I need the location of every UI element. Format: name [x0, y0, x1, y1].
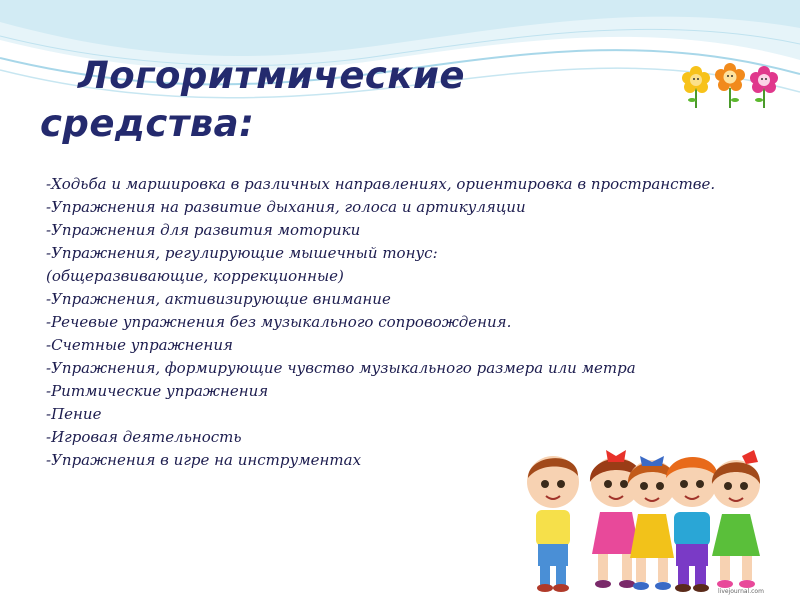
- children-illustration: [516, 420, 778, 596]
- list-item: -Речевые упражнения без музыкального сопровождения.: [46, 313, 512, 331]
- flower-1: [682, 66, 710, 108]
- kid-girl-5: [712, 450, 760, 588]
- list-item: -Счетные упражнения: [46, 336, 233, 354]
- list-item: -Упражнения, формирующие чувство музыкального размера или метра: [46, 359, 636, 377]
- kid-boy-left: [527, 456, 579, 592]
- list-item: (общеразвивающие, коррекционные): [46, 267, 344, 285]
- list-item: -Упражнения для развития моторики: [46, 221, 361, 239]
- kid-boy-4: [666, 457, 718, 592]
- list-item: -Упражнения на развитие дыхания, голоса и артикуляции: [46, 198, 526, 216]
- list-item: -Упражнения в игре на инструментах: [46, 451, 362, 469]
- list-item: -Пение: [46, 405, 102, 423]
- flower-3: [750, 66, 778, 108]
- list-item: -Игровая деятельность: [46, 428, 242, 446]
- list-item: -Упражнения, активизирующие внимание: [46, 290, 391, 308]
- title-line-1: Логоритмические: [78, 54, 465, 97]
- list-item: -Ходьба и маршировка в различных направлениях, ориентировка в пространстве.: [46, 175, 716, 193]
- watermark: livejournal.com: [718, 588, 764, 595]
- list-item: -Упражнения, регулирующие мышечный тонус:: [46, 244, 438, 262]
- title-line-2: средства:: [40, 102, 255, 145]
- list-item: -Ритмические упражнения: [46, 382, 269, 400]
- flowers-illustration: [678, 60, 782, 110]
- flower-2: [715, 63, 745, 108]
- slide-title: [40, 52, 600, 148]
